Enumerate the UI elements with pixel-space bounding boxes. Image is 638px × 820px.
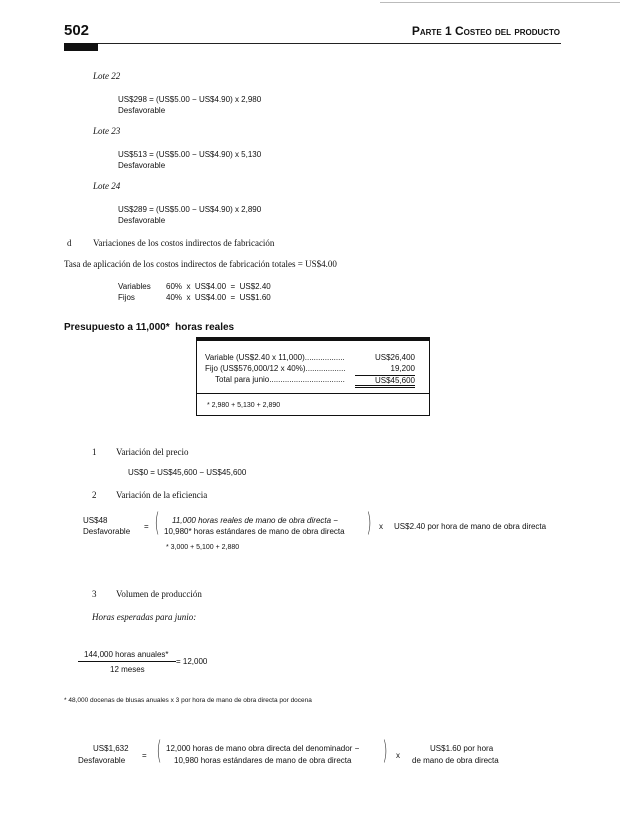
efficiency-result: Desfavorable	[83, 527, 131, 536]
budget-footnote: * 2,980 + 5,130 + 2,890	[207, 402, 281, 409]
variable-label: Variables	[118, 282, 151, 291]
fixed-label: Fijos	[118, 293, 135, 302]
variance-title: Volumen de producción	[116, 589, 202, 599]
times-sign: x	[379, 522, 383, 531]
efficiency-footnote: * 3,000 + 5,100 + 2,880	[166, 544, 240, 551]
variance-number: 1	[92, 447, 97, 457]
budget-row-label: Variable (US$2.40 x 11,000)..................	[205, 353, 345, 362]
right-paren: )	[366, 508, 372, 538]
variance-title: Variación de la eficiencia	[116, 490, 208, 500]
budget-total-value: US$45,600	[355, 375, 415, 388]
variable-calc: 60% x US$4.00 = US$2.40	[166, 282, 271, 291]
equals-sign: =	[142, 751, 147, 760]
budget-title: Presupuesto a 11,000* horas reales	[64, 322, 235, 333]
scan-edge-line	[380, 2, 620, 3]
equals-sign: =	[144, 522, 149, 531]
budget-row-label: Fijo (US$576,000/12 x 40%)..................	[205, 364, 346, 373]
lot-formula: US$298 = (US$5.00 − US$4.90) x 2,980	[118, 95, 262, 104]
times-sign: x	[396, 751, 400, 760]
lot-formula: US$513 = (US$5.00 − US$4.90) x 5,130	[118, 150, 262, 159]
lot-result: Desfavorable	[118, 161, 166, 170]
lot-result: Desfavorable	[118, 106, 166, 115]
volume-result: = 12,000	[176, 657, 208, 666]
budget-row-value: US$26,400	[374, 353, 415, 362]
final-line2: 10,980 horas estándares de mano de obra directa	[174, 756, 352, 765]
chapter-title: Costeo del producto	[455, 24, 560, 38]
budget-row-value: 19,200	[390, 364, 415, 373]
efficiency-rate: US$2.40 por hora de mano de obra directa	[394, 522, 547, 531]
volume-subtitle: Horas esperadas para junio:	[92, 612, 197, 622]
lot-title: Lote 23	[93, 126, 121, 136]
efficiency-line2: 10,980* horas estándares de mano de obra directa	[164, 527, 345, 536]
lot-result: Desfavorable	[118, 216, 166, 225]
section-heading: Variaciones de los costos indirectos de fabricación	[93, 238, 275, 248]
variance-number: 2	[92, 490, 97, 500]
section-letter: d	[67, 238, 72, 248]
budget-table	[196, 337, 430, 416]
variance-number: 3	[92, 589, 97, 599]
budget-table-divider	[197, 393, 429, 394]
fraction-bar	[78, 661, 176, 662]
rate-line: Tasa de aplicación de los costos indirectos de fabricación totales = US$4.00	[64, 259, 337, 269]
variance-formula: US$0 = US$45,600 − US$45,600	[128, 468, 247, 477]
header-block-marker	[64, 43, 98, 51]
variance-title: Variación del precio	[116, 447, 189, 457]
lot-formula: US$289 = (US$5.00 − US$4.90) x 2,890	[118, 205, 262, 214]
header-rule	[64, 43, 561, 44]
budget-total-label: Total para junio..................................	[215, 375, 345, 384]
left-paren: (	[154, 508, 160, 538]
fixed-calc: 40% x US$4.00 = US$1.60	[166, 293, 271, 302]
lot-title: Lote 22	[93, 71, 121, 81]
right-paren: )	[382, 736, 388, 766]
final-rate-line1: US$1.60 por hora	[430, 744, 494, 753]
volume-footnote: * 48,000 docenas de blusas anuales x 3 por hora de mano de obra directa por docena	[64, 697, 312, 704]
final-line1: 12,000 horas de mano obra directa del denominador −	[166, 744, 360, 753]
part-label	[412, 24, 560, 38]
final-result: Desfavorable	[78, 756, 126, 765]
volume-numerator: 144,000 horas anuales*	[84, 650, 169, 659]
efficiency-amount: US$48	[83, 516, 108, 525]
left-paren: (	[156, 736, 162, 766]
volume-denominator: 12 meses	[110, 665, 145, 674]
final-amount: US$1,632	[93, 744, 129, 753]
lot-title: Lote 24	[93, 181, 121, 191]
page-number: 502	[64, 22, 90, 39]
part-label-text: Parte 1	[411, 24, 452, 38]
final-rate-line2: de mano de obra directa	[412, 756, 499, 765]
efficiency-line1: 11,000 horas reales de mano de obra directa −	[172, 516, 338, 525]
